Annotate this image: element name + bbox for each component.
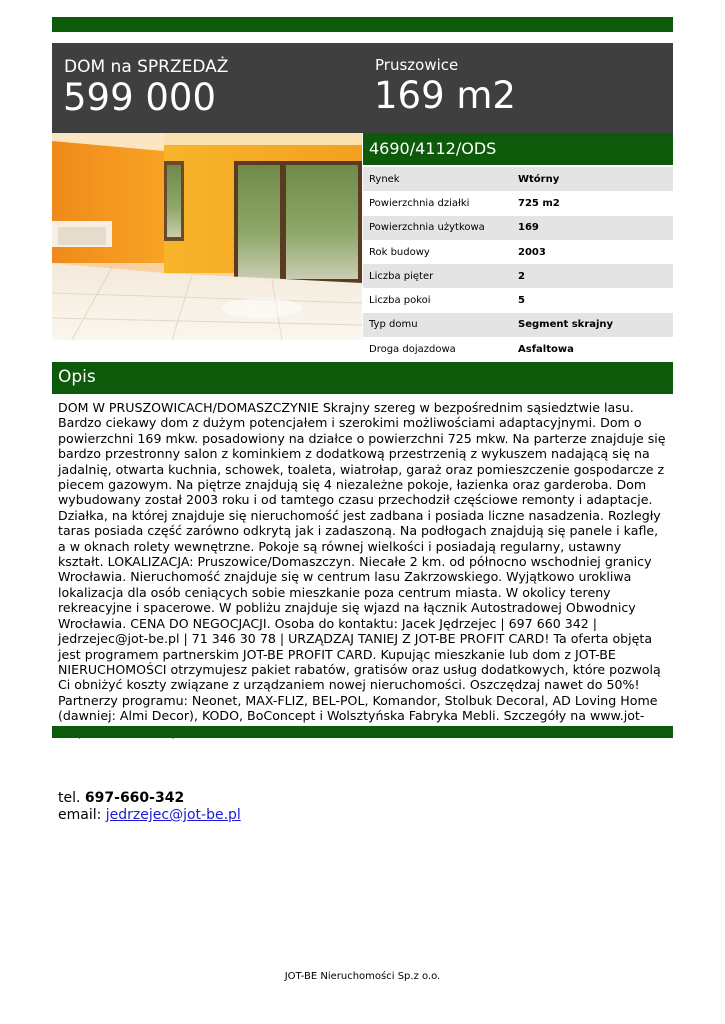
property-value: 2 <box>518 270 525 282</box>
location-label: Pruszowice <box>375 56 459 74</box>
property-label: Typ domu <box>369 319 418 331</box>
phone-label: tel. <box>58 790 81 806</box>
property-label: Liczba pokoi <box>369 295 431 307</box>
area: 169 m2 <box>374 74 516 117</box>
footer-company: JOT-BE Nieruchomości Sp.z o.o. <box>284 971 441 982</box>
top-accent-bar <box>52 17 673 32</box>
property-row <box>363 288 673 312</box>
property-photo <box>52 133 362 340</box>
listing-header <box>52 43 673 133</box>
phone-number: 697-660-342 <box>84 790 185 806</box>
property-value: Segment skrajny <box>518 319 614 331</box>
property-row <box>363 264 673 288</box>
property-value: Asfaltowa <box>518 343 574 355</box>
property-value: 169 <box>518 222 539 234</box>
phone-line <box>58 790 241 807</box>
property-value: Wtórny <box>518 173 560 185</box>
bottom-accent-bar <box>52 726 673 738</box>
description-heading-bar <box>52 362 673 394</box>
offer-type-label: DOM na SPRZEDAŻ <box>64 57 229 77</box>
email-line <box>58 807 241 824</box>
property-label: Powierzchnia użytkowa <box>369 222 485 234</box>
description-heading: Opis <box>58 367 96 387</box>
properties-table <box>363 167 673 361</box>
property-label: Rynek <box>369 173 400 185</box>
property-row <box>363 216 673 240</box>
price: 599 000 <box>63 76 217 119</box>
offer-id: 4690/4112/ODS <box>369 139 497 158</box>
email-label: email: <box>58 807 102 823</box>
property-row <box>363 313 673 337</box>
contact-block <box>58 790 241 824</box>
property-label: Rok budowy <box>369 246 430 258</box>
property-row <box>363 167 673 191</box>
property-row <box>363 337 673 361</box>
property-row <box>363 191 673 215</box>
property-value: 2003 <box>518 246 546 258</box>
email-link[interactable]: jedrzejec@jot-be.pl <box>105 807 241 823</box>
property-value: 725 m2 <box>518 197 560 209</box>
property-label: Droga dojazdowa <box>369 343 456 355</box>
offer-id-bar <box>363 133 673 165</box>
property-value: 5 <box>518 295 525 307</box>
property-row <box>363 240 673 264</box>
property-label: Liczba pięter <box>369 270 434 282</box>
description-text: DOM W PRUSZOWICACH/DOMASZCZYNIE Skrajny szereg w bezpośrednim sąsiedztwie lasu. Bardzo ciekawy dom z dużym potencjałem i szerokimi możliwościami adaptacyjnymi. Dom o powierzchni 169 mkw. posadowiony na działce o powierzchni 725 mkw. Na parterze znajduje się bardzo przestronny salon z kominkiem z dodatkową przestrzenią z wykuszem nadającą się na jadalnię, otwarta kuchnia, schowek, toaleta, wiatrołap, garaż oraz pomieszczenie gospodarcze z piecem gazowym. Na piętrze znajdują się 4 niezależne pokoje, łazienka oraz garderoba. Dom wybudowany został 2003 roku i od tamtego czasu przechodził częściowe remonty i adaptacje. Działka, na której znajduje się nieruchomość jest zadbana i posiada liczne nasadzenia. Rozległy taras posiada część zarówno odkrytą jak i zadaszoną. Na podłogach znajdują się panele i kafle, a w oknach rolety wewnętrzne. Pokoje są równej wielkości i posiadają regularny, ustawny kształt. LOKALIZACJA: Pruszowice/Domaszczyn. Niecałe 2 km. od północno wschodniej granicy Wrocławia. Nieruchomość znajduje się w centrum lasu Zakrzowskiego. Wyjątkowo urokliwa lokalizacja dla osób ceniących sobie mieszkanie poza centrum miasta. W okolicy tereny rekreacyjne i spacerowe. W pobliżu znajduje się wjazd na łącznik Autostradowej Obwodnicy Wrocławia. CENA DO NEGOCJACJI. Osoba do kontaktu: Jacek Jędrzejec | 697 660 342 | jedrzejec@jot-be.pl | 71 346 30 78 | URZĄDZAJ TANIEJ Z JOT-BE PROFIT CARD! Ta oferta objęta jest programem partnerskim JOT-BE PROFIT CARD. Kupując mieszkanie lub dom z JOT-BE NIERUCHOMOŚCI otrzymujesz pakiet rabatów, gratisów oraz usług dodatkowych, które pozwolą Ci obniżyć koszty związane z urządzaniem nowej nieruchomości. Oszczędzaj nawet do 50%! Partnerzy programu: Neonet, MAX-FLIZ, BEL-POL, Komandor, Stolbuk Decoral, AD Loving Home (dawniej: Almi Decor), KODO, BoConcept i Wolsztyńska Fabryka Mebli. Szczegóły na www.jot- <box>58 400 666 724</box>
property-label: Powierzchnia działki <box>369 197 470 209</box>
